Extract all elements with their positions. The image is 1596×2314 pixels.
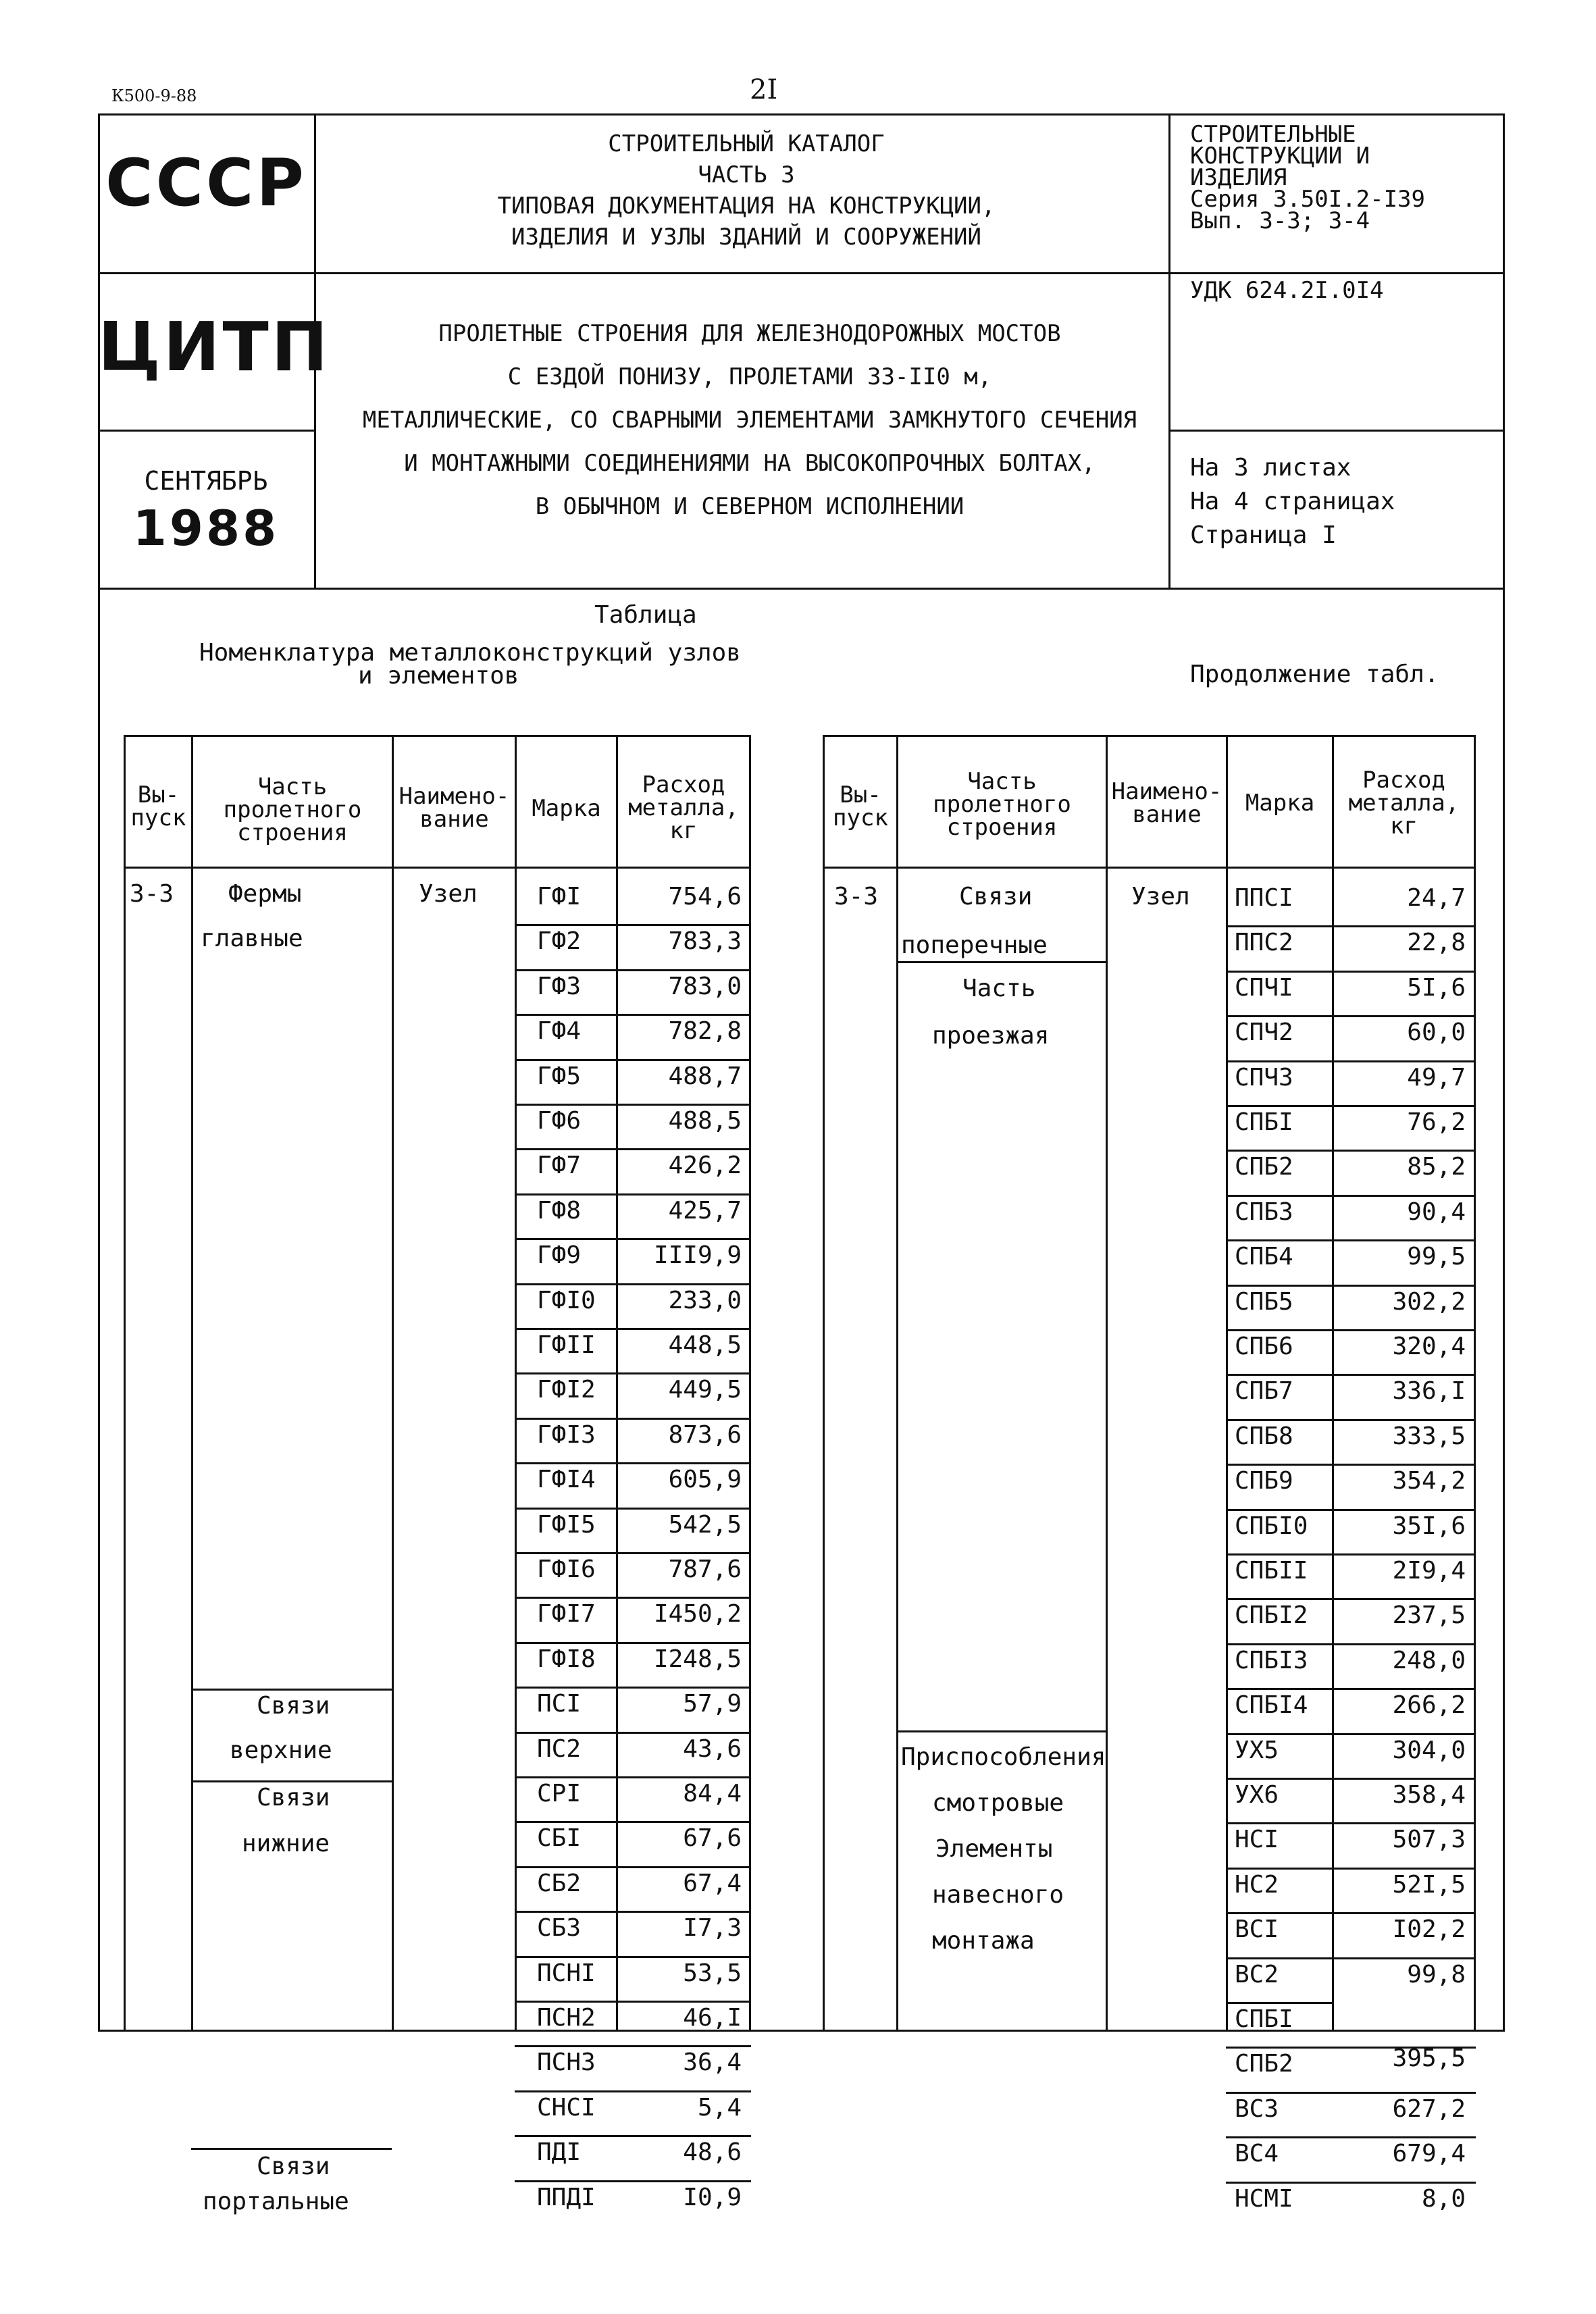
mark-cell: ВС2 xyxy=(1235,1960,1279,1988)
mark-cell: ПСН2 xyxy=(537,2004,596,2032)
mark-cell: СБ3 xyxy=(537,1914,582,1943)
row-divider xyxy=(515,1372,751,1374)
mark-cell: ВСI xyxy=(1235,1916,1279,1944)
mass-cell: 358,4 xyxy=(1392,1781,1466,1809)
mass-cell: 99,8 xyxy=(1407,1960,1466,1988)
mark-cell: СПБI xyxy=(1235,1108,1293,1136)
mass-cell: 754,6 xyxy=(668,883,742,910)
mass-cell: 22,8 xyxy=(1407,929,1466,957)
mark-cell: ГФI5 xyxy=(537,1510,596,1539)
mark-cell: СПЧ2 xyxy=(1235,1019,1293,1047)
part-cell: верхние xyxy=(230,1737,332,1764)
mass-cell: 333,5 xyxy=(1392,1422,1466,1450)
row-divider xyxy=(515,1104,751,1106)
mass-cell: 782,8 xyxy=(668,1017,742,1046)
header-line: Часть xyxy=(967,768,1037,795)
mark-cell: НСI xyxy=(1235,1826,1279,1854)
row-divider xyxy=(1226,925,1476,927)
sheets-line: На 3 листах xyxy=(1190,454,1352,482)
row-divider xyxy=(1226,1150,1476,1152)
mass-cell: 354,2 xyxy=(1392,1467,1466,1495)
row-divider xyxy=(1226,1912,1476,1914)
row-divider xyxy=(515,2135,751,2137)
mass-cell: 24,7 xyxy=(1407,884,1466,912)
mass-cell: 8,0 xyxy=(1421,2184,1466,2213)
mass-cell: 507,3 xyxy=(1392,1826,1466,1854)
row-divider xyxy=(1226,1285,1476,1287)
udk-code: УДК 624.2I.0I4 xyxy=(1190,277,1384,304)
mark-cell: ГФ3 xyxy=(537,972,582,1000)
row-divider xyxy=(515,1642,751,1644)
column-header-name xyxy=(1108,780,1226,826)
catalog-line: СТРОИТЕЛЬНЫЙ КАТАЛОГ xyxy=(608,130,885,157)
header-line: Расход xyxy=(1362,767,1445,794)
mark-cell: СРI xyxy=(537,1780,582,1807)
header-line: пролетного xyxy=(933,791,1071,818)
part-cell: навесного xyxy=(932,1881,1064,1909)
catalog-line: ТИПОВАЯ ДОКУМЕНТАЦИЯ НА КОНСТРУКЦИИ, xyxy=(497,192,996,220)
header-line: Вы- xyxy=(137,781,180,808)
org-country-logo: СССР xyxy=(105,145,307,221)
mass-cell: 787,6 xyxy=(668,1555,742,1583)
row-divider xyxy=(1226,1553,1476,1555)
mass-cell: 237,5 xyxy=(1392,1601,1466,1630)
part-cell: Элементы xyxy=(935,1835,1053,1863)
part-cell: нижние xyxy=(242,1830,330,1857)
row-divider xyxy=(1226,971,1476,973)
document-title xyxy=(324,312,1175,528)
title-line: МЕТАЛЛИЧЕСКИЕ, СО СВАРНЫМИ ЭЛЕМЕНТАМИ ЗАМКНУТОГО СЕЧЕНИЯ xyxy=(362,407,1137,434)
mark-cell: ГФII xyxy=(537,1331,596,1359)
header-line: пуск xyxy=(130,804,186,831)
row-divider xyxy=(515,1687,751,1689)
issue-year: 1988 xyxy=(132,500,280,557)
mass-cell: 52I,5 xyxy=(1392,1870,1466,1899)
issue-cell: 3-3 xyxy=(130,880,174,908)
mass-cell: 99,5 xyxy=(1407,1243,1466,1271)
row-divider xyxy=(515,2090,751,2092)
table-caption: Таблица xyxy=(594,601,697,629)
row-divider xyxy=(1226,1060,1476,1062)
mark-cell: НС2 xyxy=(1235,1870,1279,1899)
row-divider xyxy=(515,1014,751,1016)
row-divider xyxy=(515,969,751,971)
mass-cell: 67,6 xyxy=(683,1824,742,1853)
mark-cell: ПСI xyxy=(537,1690,582,1718)
mass-cell: I248,5 xyxy=(653,1645,742,1673)
mass-cell: 60,0 xyxy=(1407,1019,1466,1047)
page-number: 2I xyxy=(750,74,778,105)
mass-cell: 266,2 xyxy=(1392,1691,1466,1720)
series-line: Вып. 3-3; 3-4 xyxy=(1190,207,1370,234)
mark-cell: СПЧ3 xyxy=(1235,1063,1293,1091)
row-divider xyxy=(1226,1105,1476,1107)
mark-cell: ППСI xyxy=(1235,884,1293,912)
row-divider xyxy=(515,1238,751,1240)
mass-cell: 67,4 xyxy=(683,1869,742,1897)
mass-cell: 336,I xyxy=(1392,1377,1466,1406)
issue-month: СЕНТЯБРЬ xyxy=(144,466,268,496)
header-line: металла, xyxy=(1348,790,1460,817)
mark-cell: ПСНI xyxy=(537,1959,596,1987)
mass-cell: 5I,6 xyxy=(1407,973,1466,1002)
table-subtitle xyxy=(199,639,741,690)
title-line: В ОБЫЧНОМ И СЕВЕРНОМ ИСПОЛНЕНИИ xyxy=(535,493,964,520)
mark-cell: СПБ6 xyxy=(1235,1333,1293,1360)
mass-cell: 488,7 xyxy=(668,1062,742,1090)
row-divider xyxy=(1226,2002,1332,2004)
row-divider xyxy=(1226,1778,1476,1780)
mass-cell: 448,5 xyxy=(668,1331,742,1359)
catalog-line: ИЗДЕЛИЯ И УЗЛЫ ЗДАНИЙ И СООРУЖЕНИЙ xyxy=(511,224,981,251)
row-divider xyxy=(1226,1868,1476,1870)
row-divider xyxy=(1226,2092,1476,2094)
column-header-mark: Марка xyxy=(1245,790,1315,817)
series-line: СТРОИТЕЛЬНЫЕ xyxy=(1190,121,1356,148)
row-divider xyxy=(515,1283,751,1285)
header-line: строения xyxy=(946,814,1058,841)
row-divider xyxy=(515,1418,751,1420)
column-header-part xyxy=(898,770,1106,839)
part-cell: Приспособления xyxy=(901,1743,1106,1771)
mark-cell: ГФI3 xyxy=(537,1420,596,1449)
row-divider xyxy=(1226,1329,1476,1331)
part-cell: Связи xyxy=(959,883,1033,910)
header-line: Вы- xyxy=(840,781,881,808)
mass-cell: I7,3 xyxy=(683,1914,742,1943)
mass-cell: 85,2 xyxy=(1407,1153,1466,1181)
row-divider xyxy=(1226,1643,1476,1645)
part-cell: Связи xyxy=(257,2153,330,2180)
title-line: И МОНТАЖНЫМИ СОЕДИНЕНИЯМИ НА ВЫСОКОПРОЧНЫХ БОЛТАХ, xyxy=(404,450,1096,477)
row-divider xyxy=(515,1508,751,1510)
column-header-mark: Марка xyxy=(532,795,601,822)
mark-cell: ГФ2 xyxy=(537,927,582,956)
mass-cell: 76,2 xyxy=(1407,1108,1466,1136)
row-divider xyxy=(515,2045,751,2047)
row-divider xyxy=(1226,1015,1476,1017)
row-divider xyxy=(1226,1598,1476,1600)
name-cell: Узел xyxy=(1131,883,1190,910)
row-divider xyxy=(1226,1419,1476,1421)
part-cell: портальные xyxy=(203,2188,349,2215)
column-header-mass xyxy=(1334,769,1474,838)
mark-cell: ВС4 xyxy=(1235,2140,1279,2168)
mark-cell: СПБI4 xyxy=(1235,1691,1308,1720)
part-cell: Часть xyxy=(962,975,1036,1002)
mass-cell: 304,0 xyxy=(1392,1736,1466,1764)
mass-cell: 35I,6 xyxy=(1392,1512,1466,1540)
mass-cell: 49,7 xyxy=(1407,1063,1466,1091)
mark-cell: СПБ2 xyxy=(1235,2050,1293,2078)
issue-cell: 3-3 xyxy=(834,883,879,910)
sheet-count-info xyxy=(1190,451,1395,552)
row-divider xyxy=(1226,1195,1476,1197)
header-line: вание xyxy=(419,806,489,833)
header-line: Наимено- xyxy=(1111,778,1222,805)
mass-cell: 90,4 xyxy=(1407,1198,1466,1226)
header-line: Часть xyxy=(257,773,328,800)
row-divider xyxy=(515,1193,751,1195)
mark-cell: СПБ4 xyxy=(1235,1243,1293,1271)
mass-cell: 248,0 xyxy=(1392,1646,1466,1674)
header-line: металла, xyxy=(628,794,739,821)
row-divider xyxy=(515,1148,751,1150)
mark-cell: СПБ7 xyxy=(1235,1377,1293,1406)
row-divider xyxy=(515,1552,751,1554)
row-divider xyxy=(515,1328,751,1330)
row-divider xyxy=(515,1732,751,1734)
mass-cell: 425,7 xyxy=(668,1196,742,1225)
mass-cell: 605,9 xyxy=(668,1466,742,1494)
table-continuation-label: Продолжение табл. xyxy=(1190,661,1439,688)
mass-cell: I0,9 xyxy=(683,2183,742,2211)
row-divider xyxy=(515,1462,751,1464)
mark-cell: СПБII xyxy=(1235,1557,1308,1585)
row-divider xyxy=(515,1866,751,1868)
mass-cell: 783,0 xyxy=(668,972,742,1000)
mass-cell: 5,4 xyxy=(697,2093,742,2122)
mark-cell: ГФI0 xyxy=(537,1286,596,1314)
row-divider xyxy=(1226,1822,1476,1824)
mark-cell: ГФI8 xyxy=(537,1645,596,1673)
header-line: Наимено- xyxy=(398,783,510,810)
row-divider xyxy=(515,2180,751,2182)
mass-cell: 679,4 xyxy=(1392,2140,1466,2168)
mark-cell: ГФI xyxy=(537,883,582,910)
mark-cell: СПБ9 xyxy=(1235,1467,1293,1495)
part-cell: проезжая xyxy=(932,1022,1050,1050)
title-line: ПРОЛЕТНЫЕ СТРОЕНИЯ ДЛЯ ЖЕЛЕЗНОДОРОЖНЫХ МОСТОВ xyxy=(438,320,1061,347)
row-divider xyxy=(515,1776,751,1778)
sheets-line: Страница I xyxy=(1190,521,1337,549)
series-info xyxy=(1190,121,1501,234)
mark-cell: СБ2 xyxy=(537,1869,582,1897)
mass-cell: 84,4 xyxy=(683,1780,742,1807)
mass-cell: I02,2 xyxy=(1392,1916,1466,1944)
part-cell: смотровые xyxy=(932,1789,1064,1817)
mark-cell: ГФI4 xyxy=(537,1466,596,1494)
mass-cell: 627,2 xyxy=(1392,2094,1466,2123)
mass-cell: 57,9 xyxy=(683,1690,742,1718)
row-divider xyxy=(515,1956,751,1958)
mark-cell: СПБ3 xyxy=(1235,1198,1293,1226)
mark-cell: ГФ8 xyxy=(537,1196,582,1225)
series-line: КОНСТРУКЦИИ И xyxy=(1190,143,1370,170)
mark-cell: ПСН3 xyxy=(537,2049,596,2077)
header-line: кг xyxy=(669,817,698,844)
mark-cell: ПС2 xyxy=(537,1734,582,1763)
row-divider xyxy=(515,1821,751,1823)
mark-cell: СПБ2 xyxy=(1235,1153,1293,1181)
table-subtitle-line: Номенклатура металлоконструкций узлов xyxy=(199,639,741,667)
mass-cell: 53,5 xyxy=(683,1959,742,1987)
column-header-name xyxy=(394,785,515,831)
mass-cell: 426,2 xyxy=(668,1152,742,1180)
series-line: Серия 3.50I.2-I39 xyxy=(1190,186,1425,213)
mark-cell: СНСI xyxy=(537,2093,596,2122)
catalog-heading xyxy=(324,128,1168,253)
name-cell: Узел xyxy=(419,880,478,908)
header-line: пролетного xyxy=(223,796,362,823)
mark-cell: СПБI3 xyxy=(1235,1646,1308,1674)
mark-cell: СБI xyxy=(537,1824,582,1853)
part-cell: Фермы xyxy=(228,880,302,908)
mass-cell: 2I9,4 xyxy=(1392,1557,1466,1585)
row-divider xyxy=(1226,1239,1476,1241)
row-divider xyxy=(1226,1957,1476,1959)
row-divider xyxy=(515,1911,751,1913)
mass-cell: 302,2 xyxy=(1392,1287,1466,1316)
row-divider xyxy=(515,1059,751,1061)
mark-cell: ГФ7 xyxy=(537,1152,582,1180)
column-header-mass xyxy=(618,773,749,842)
mass-cell: 783,3 xyxy=(668,927,742,956)
mark-cell: СПБI xyxy=(1235,2005,1293,2033)
mark-cell: ГФ9 xyxy=(537,1241,582,1270)
mass-cell: 488,5 xyxy=(668,1107,742,1135)
mark-cell: СПБI2 xyxy=(1235,1601,1308,1630)
column-header-part xyxy=(193,775,392,844)
mark-cell: ГФI7 xyxy=(537,1600,596,1628)
mass-cell: 449,5 xyxy=(668,1376,742,1404)
row-divider xyxy=(1226,1688,1476,1690)
row-divider xyxy=(1226,1374,1476,1376)
mark-cell: ПДI xyxy=(537,2138,582,2167)
mass-cell: 873,6 xyxy=(668,1420,742,1449)
mark-cell: СПБ5 xyxy=(1235,1287,1293,1316)
merged-mass-cell: 395,5 xyxy=(1392,2045,1466,2072)
catalog-line: ЧАСТЬ 3 xyxy=(698,161,795,188)
part-cell: Связи xyxy=(257,1692,330,1720)
row-divider xyxy=(1226,1733,1476,1735)
mark-cell: ППС2 xyxy=(1235,929,1293,957)
mark-cell: ГФ5 xyxy=(537,1062,582,1090)
header-line: строения xyxy=(237,819,348,846)
header-line: пуск xyxy=(833,804,888,831)
mark-cell: ГФ6 xyxy=(537,1107,582,1135)
mass-cell: III9,9 xyxy=(653,1241,742,1270)
row-divider xyxy=(1226,2182,1476,2184)
mark-cell: ППДI xyxy=(537,2183,596,2211)
header-line: Расход xyxy=(642,771,725,798)
mark-cell: СПБ8 xyxy=(1235,1422,1293,1450)
row-divider xyxy=(1226,1464,1476,1466)
mark-cell: ГФI6 xyxy=(537,1555,596,1583)
row-divider xyxy=(515,924,751,926)
mark-cell: УХ6 xyxy=(1235,1781,1279,1809)
mark-cell: УХ5 xyxy=(1235,1736,1279,1764)
part-cell: поперечные xyxy=(901,931,1048,959)
mark-cell: СПЧI xyxy=(1235,973,1293,1002)
sheets-line: На 4 страницах xyxy=(1190,488,1395,515)
mass-cell: 48,6 xyxy=(683,2138,742,2167)
header-line: вание xyxy=(1132,801,1202,828)
part-cell: монтажа xyxy=(932,1927,1035,1955)
row-divider xyxy=(515,1597,751,1599)
row-divider xyxy=(1226,1509,1476,1511)
document-code: К500-9-88 xyxy=(111,86,197,105)
row-divider xyxy=(1226,2136,1476,2138)
column-header-issue xyxy=(825,783,896,829)
header-line: кг xyxy=(1390,813,1418,840)
mass-cell: 46,I xyxy=(683,2004,742,2032)
mark-cell: НСМI xyxy=(1235,2184,1293,2213)
mark-cell: ГФI2 xyxy=(537,1376,596,1404)
row-divider xyxy=(515,2001,751,2003)
mark-cell: ВС3 xyxy=(1235,2094,1279,2123)
part-cell: главные xyxy=(201,925,303,952)
mass-cell: 233,0 xyxy=(668,1286,742,1314)
series-line: ИЗДЕЛИЯ xyxy=(1190,164,1287,191)
table-subtitle-line: и элементов xyxy=(358,662,519,690)
mass-cell: 36,4 xyxy=(683,2049,742,2077)
mass-cell: 542,5 xyxy=(668,1510,742,1539)
org-name-logo: ЦИТП xyxy=(98,307,331,386)
mark-cell: СПБI0 xyxy=(1235,1512,1308,1540)
column-header-issue xyxy=(126,783,191,829)
part-cell: Связи xyxy=(257,1784,330,1811)
mass-cell: I450,2 xyxy=(653,1600,742,1628)
mass-cell: 320,4 xyxy=(1392,1333,1466,1360)
mark-cell: ГФ4 xyxy=(537,1017,582,1046)
title-line: С ЕЗДОЙ ПОНИЗУ, ПРОЛЕТАМИ 33-II0 м, xyxy=(507,363,992,390)
mass-cell: 43,6 xyxy=(683,1734,742,1763)
